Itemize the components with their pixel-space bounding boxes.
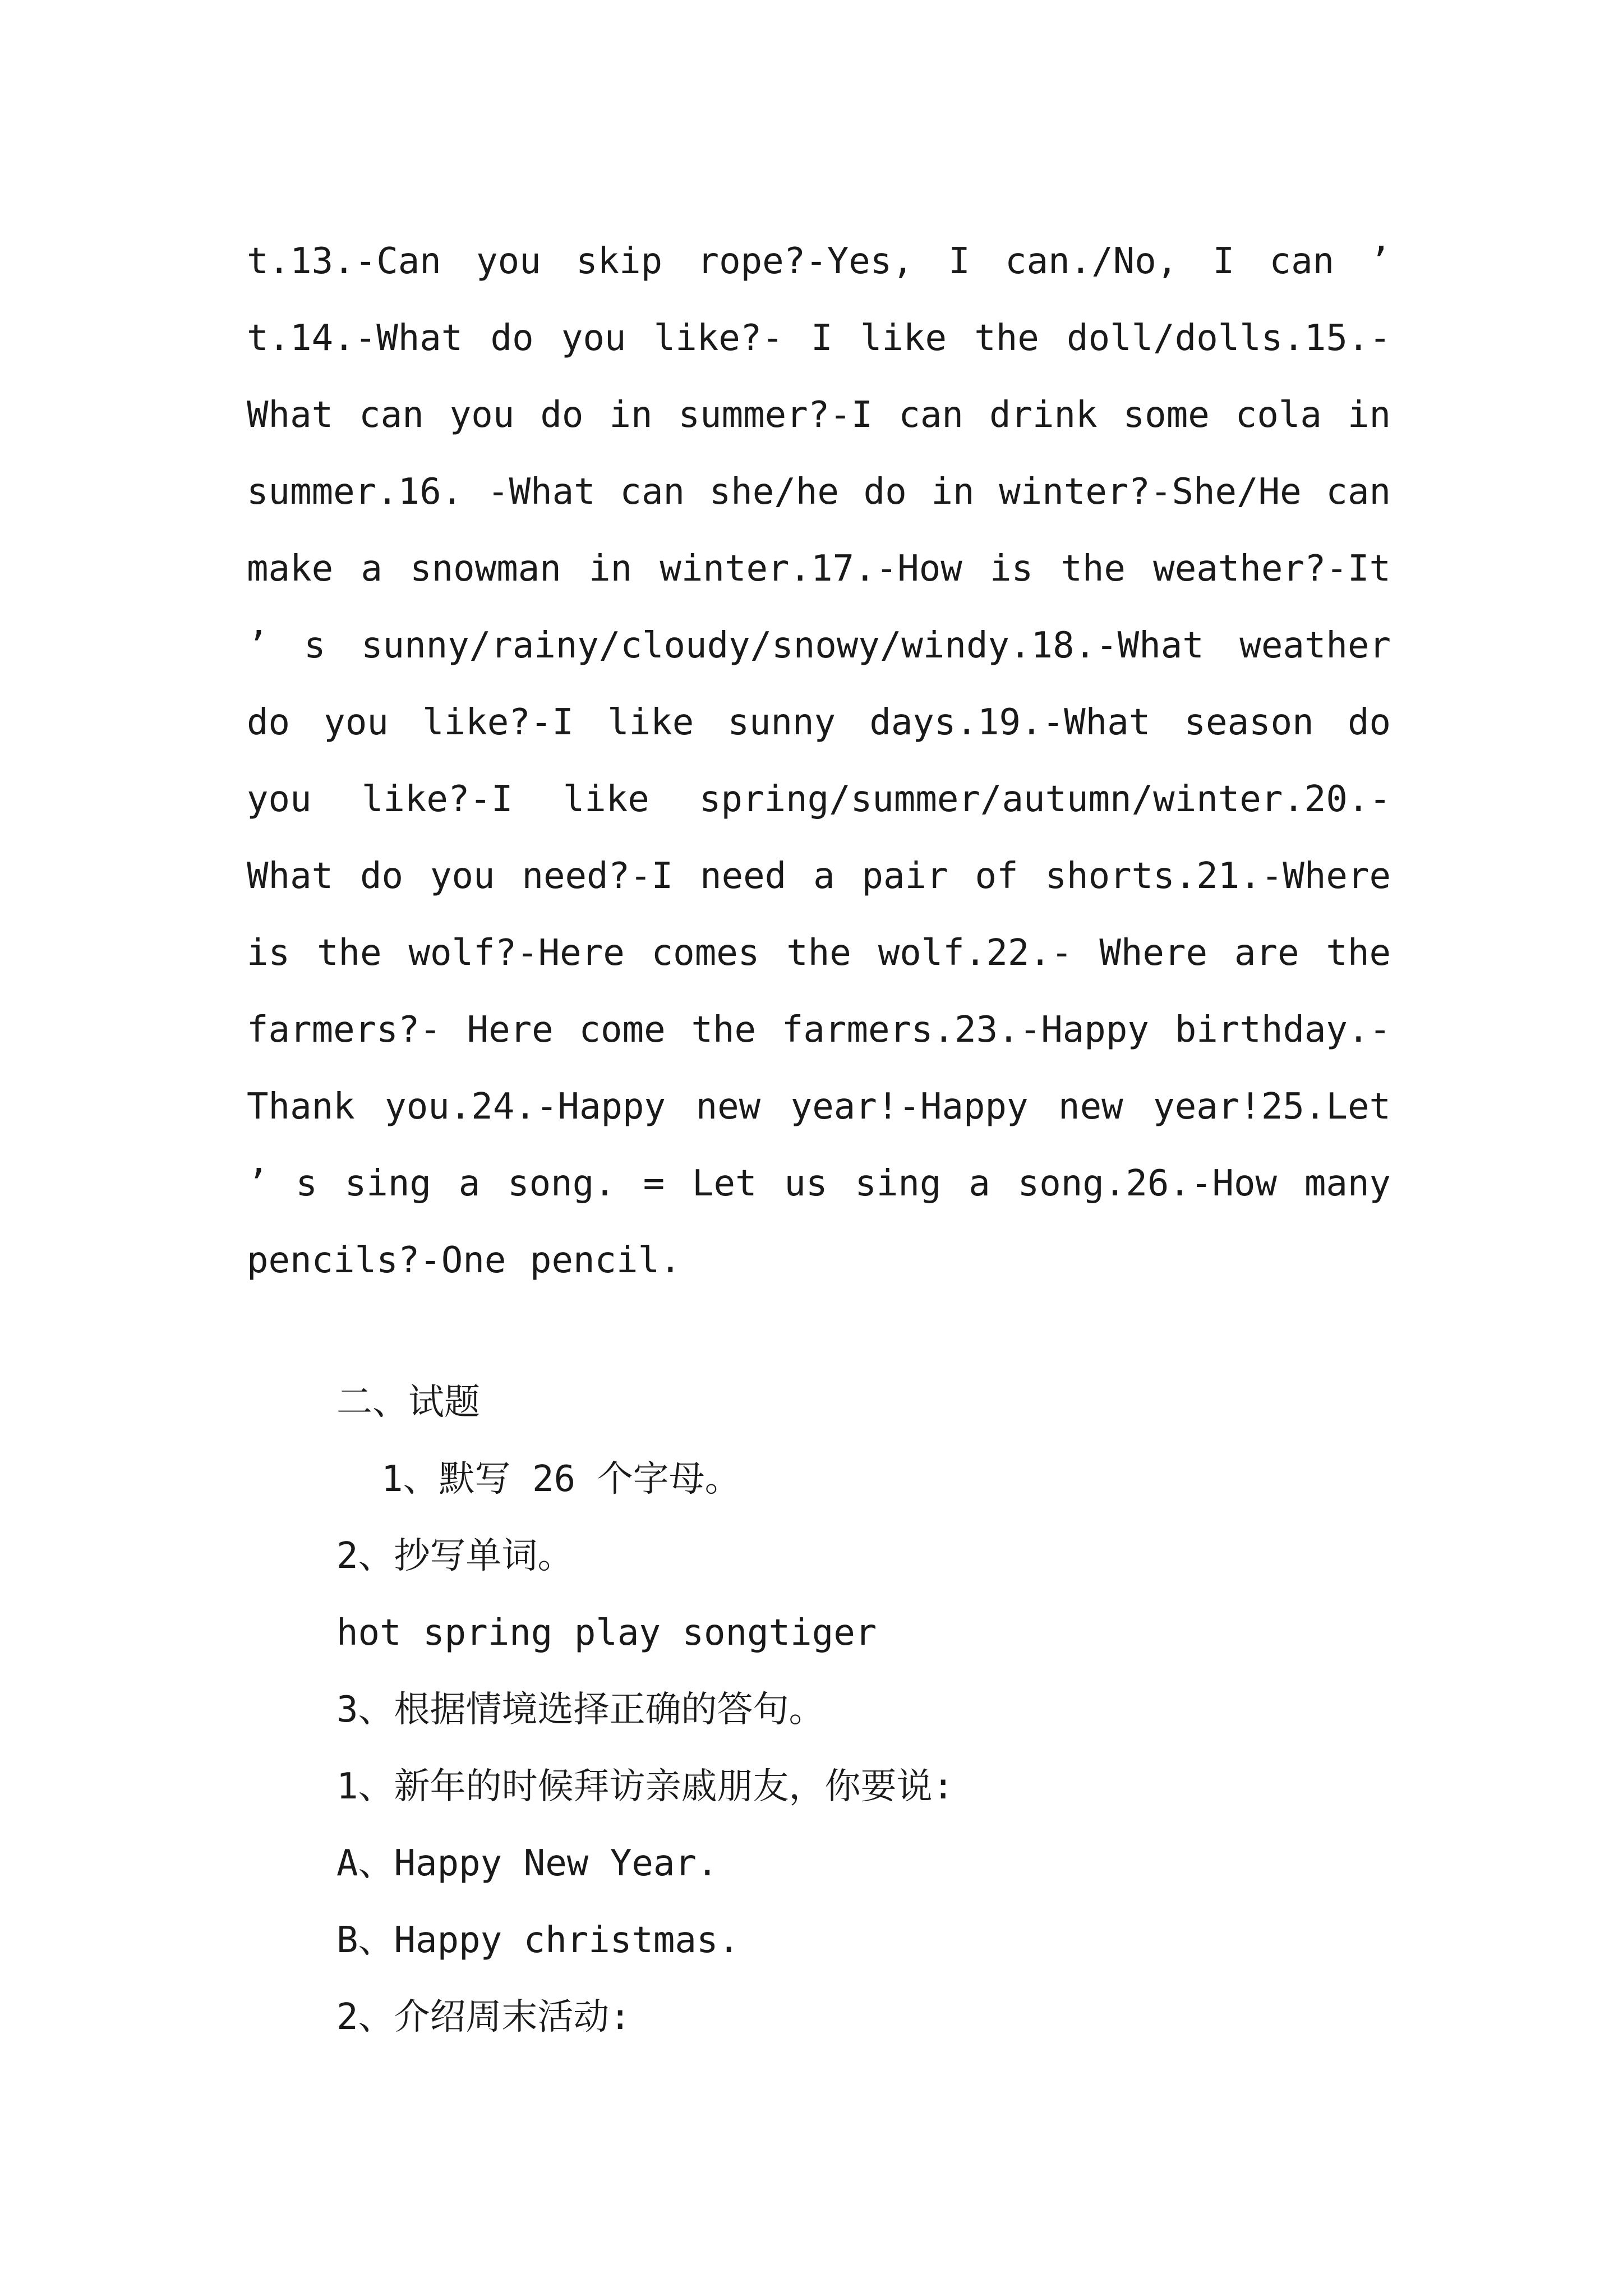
exercise-item-3: 3、根据情境选择正确的答句。 (336, 1689, 825, 1731)
exercise-item-1: 1、默写 26 个字母。 (381, 1458, 741, 1500)
sentence-patterns-paragraph: t.13.-Can you skip rope?-Yes, I can./No, I can ’ t.14.-What do you like?- I like the doll/dolls.15.-What can you do in summer?-I can drink some cola in summer.16. -What can she/he do in winter?-She/He can make a snowman in winter.17.-How is the weather?-It ’ s sunny/rainy/cloudy/snowy/windy.18.-What weather do you like?-I like sunny days.19.-What season do you like?-I like spring/summer/autumn/winter.20.-What do you need?-I need a pair of shorts.21.-Where is the wolf?-Here comes the wolf.22.- Where are the farmers?- Here come the farmers.23.-Happy birthday.-Thank you.24.-Happy new year!-Happy new year!25.Let ’ s sing a song. = Let us sing a song.26.-How many pencils?-One pencil. (247, 241, 1391, 1281)
question-2: 2、介绍周末活动: (336, 1996, 631, 2038)
exercise-item-2-words: hot spring play songtiger (336, 1612, 877, 1654)
question-1: 1、新年的时候拜访亲戚朋友，你要说: (336, 1766, 955, 1807)
question-1-option-b: B、Happy christmas. (336, 1920, 740, 1961)
section-heading: 二、试题 (336, 1382, 480, 1423)
question-1-option-a: A、Happy New Year. (336, 1843, 718, 1884)
exercise-item-2: 2、抄写单词。 (336, 1535, 574, 1577)
